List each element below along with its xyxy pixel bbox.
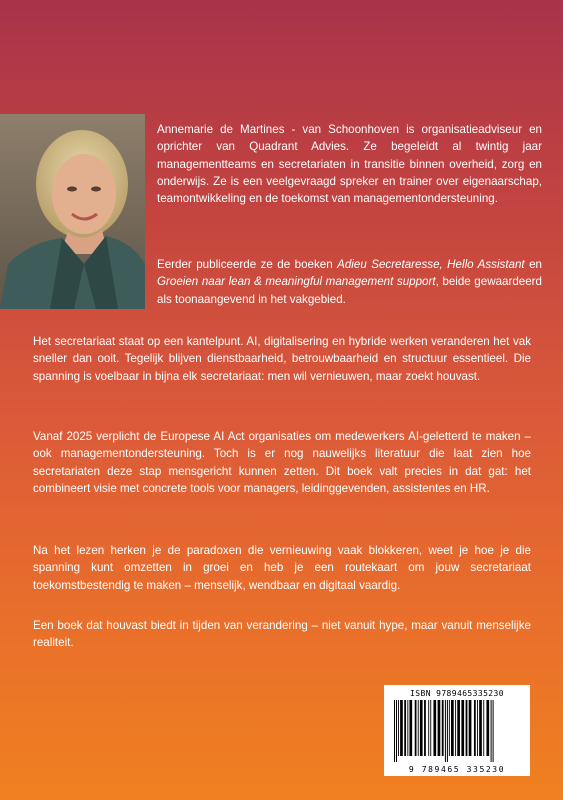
barcode-bar	[479, 700, 482, 756]
barcode-bar	[483, 700, 484, 756]
barcode-bar	[428, 700, 429, 756]
blurb-paragraph-1: Het secretariaat staat op een kantelpunt. AI, digitalisering en hybride werken veranderen het vak sneller dan ooit. Tegelijk blijven dienstbaarheid, betrouwbaarheid en structuur essentieel. Die spanning is voelbaar in bijna elk secretariaat: men wil vernieuwen, maar zoekt houvast.	[33, 335, 531, 383]
book-title-2: Groeien naar lean & meaningful management support	[157, 275, 436, 289]
barcode-bar	[415, 700, 417, 756]
barcode-bar	[424, 700, 426, 756]
barcode-bar	[466, 700, 468, 756]
barcode-bar	[457, 700, 460, 756]
barcode-bars	[392, 700, 522, 762]
previous-books-and: en	[524, 258, 542, 271]
previous-books-intro: Eerder publiceerde ze de boeken	[157, 258, 338, 271]
barcode-bar	[409, 700, 412, 756]
book-title-1: Adieu Secretaresse, Hello Assistant	[337, 258, 525, 271]
barcode-bar	[493, 700, 494, 762]
barcode	[384, 685, 530, 776]
blurb-paragraph-4: Een boek dat houvast biedt in tijden van verandering – niet vanuit hype, maar vanuit menselijke realiteit.	[33, 619, 531, 650]
author-bio	[157, 121, 542, 226]
blurb-paragraph-3: Na het lezen herken je de paradoxen die vernieuwing vaak blokkeren, weet je hoe je die spanning kunt omzetten in groei en heb je een routekaart om jouw secretariaat toekomstbestendig te maken – menselijk, wendbaar en digitaal vaardig.	[33, 544, 531, 592]
barcode-bar	[474, 700, 476, 756]
barcode-bar	[394, 700, 395, 762]
barcode-bar	[445, 700, 446, 762]
barcode-bar	[400, 700, 403, 756]
barcode-bar	[442, 700, 444, 756]
blurb-paragraph-2: Vanaf 2025 verplicht de Europese AI Act organisaties om medewerkers AI-geletterd te maken – ook managementondersteuning. Toch is er nog nauwelijks literatuur die laat zien hoe secretariaten deze stap mensgericht kunnen zetten. Dit boek valt precies in dat gat: het combineert visie met concrete tools voor managers, leidinggevenden, assistentes en HR.	[33, 430, 531, 495]
barcode-bar	[449, 700, 450, 756]
barcode-bar	[430, 700, 431, 756]
barcode-bar	[447, 700, 448, 762]
barcode-bar	[418, 700, 419, 756]
barcode-bar	[469, 700, 472, 756]
barcode-bar	[486, 700, 489, 756]
barcode-bar	[407, 700, 408, 756]
isbn-label: ISBN 9789465335230	[410, 689, 504, 698]
barcode-bar	[433, 700, 436, 756]
barcode-bar	[455, 700, 456, 756]
barcode-bar	[396, 700, 397, 762]
previous-books	[157, 256, 542, 308]
barcode-bar	[451, 700, 454, 756]
barcode-bar	[404, 700, 406, 756]
author-bio-text: Annemarie de Martines - van Schoonhoven is organisatieadviseur en oprichter van Quadrant Advies. Ze begeleidt al twintig jaar managementteams en secretariaten in transitie binnen overheid, zorg en onderwijs. Ze is een veelgevraagd spreker en trainer over eigenaarschap, teamontwikkeling en de toekomst van managementondersteuning.	[157, 123, 542, 206]
barcode-bar	[438, 700, 441, 756]
barcode-bar	[420, 700, 423, 756]
ean-digits: 9 789465 335230	[408, 765, 506, 774]
barcode-bar	[491, 700, 492, 762]
barcode-bar	[477, 700, 478, 756]
author-photo	[0, 114, 145, 309]
previous-books-outro: , beide gewaardeerd als toonaangevend in het vakgebied.	[157, 275, 542, 306]
barcode-bar	[461, 700, 464, 756]
barcode-bar	[398, 700, 399, 756]
